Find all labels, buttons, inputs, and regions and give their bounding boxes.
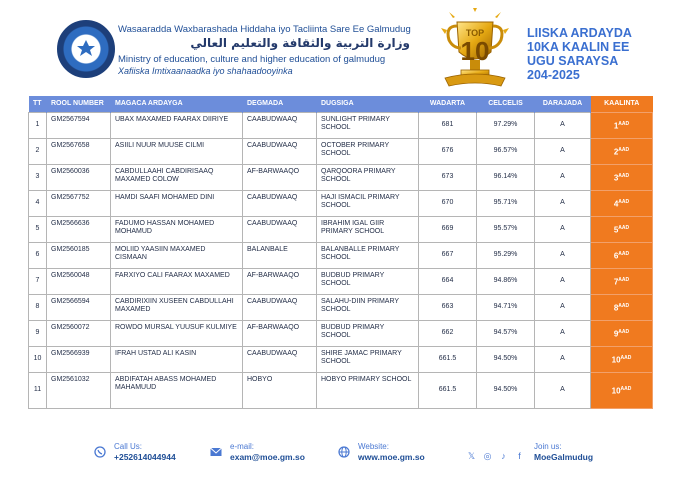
roll-number: GM2566939 [47,346,111,372]
ministry-name-somali: Wasaaradda Waxbarashada Hiddaha iyo Tacliinta Sare Ee Galmudug [118,24,411,35]
grade: A [535,346,591,372]
join-value: MoeGalmudug [534,452,594,462]
rank-number: 10 [611,355,621,365]
grade: A [535,216,591,242]
total-score: 661.5 [419,346,477,372]
total-score: 663 [419,294,477,320]
rank-number: 8 [613,303,619,313]
rank-suffix: AAD [618,198,630,205]
average-score: 95.57% [477,216,535,242]
roll-number: GM2567752 [47,190,111,216]
rank-badge [591,138,653,164]
school-name: BUDBUD PRIMARY SCHOOL [317,320,419,346]
student-name: FARXIYO CALI FAARAX MAXAMED [111,268,243,294]
rank-badge [591,242,653,268]
email-value: exam@moe.gm.so [230,452,305,462]
rank-badge [591,294,653,320]
student-name: ASIILI NUUR MUUSE CILMI [111,138,243,164]
student-name: UBAX MAXAMED FAARAX DIIRIYE [111,112,243,138]
ministry-name-english: Ministry of education, culture and higher education of galmudug [118,54,386,65]
column-header: DEGMADA [243,96,317,112]
column-header: TT [29,96,47,112]
column-header: MAGACA ARDAYGA [111,96,243,112]
district: CAABUDWAAQ [243,346,317,372]
call-label: Call Us: [114,442,143,451]
grade: A [535,242,591,268]
table-row [29,190,653,216]
table-row [29,346,653,372]
table-row [29,138,653,164]
rank-number: 7 [613,277,619,287]
rank-number: 1 [613,121,619,131]
school-name: SALAHU-DIIN PRIMARY SCHOOL [317,294,419,320]
roll-number: GM2560036 [47,164,111,190]
social-icons [466,446,530,464]
call-value: +252614044944 [114,452,176,462]
total-score: 664 [419,268,477,294]
grade: A [535,320,591,346]
column-header: WADARTA [419,96,477,112]
join-label: Join us: [534,442,562,451]
school-name: IBRAHIM IGAL GIIR PRIMARY SCHOOL [317,216,419,242]
rank-badge [591,164,653,190]
average-score: 95.71% [477,190,535,216]
rank-number: 4 [613,199,619,209]
total-score: 661.5 [419,372,477,408]
rank-suffix: AAD [618,302,630,309]
table-row [29,216,653,242]
column-header: DUGSIGA [317,96,419,112]
average-score: 96.14% [477,164,535,190]
total-score: 681 [419,112,477,138]
student-name: ABDIFATAH ABASS MOHAMED MAHAMUUD [111,372,243,408]
roll-number: GM2560072 [47,320,111,346]
row-number: 10 [29,346,47,372]
rank-number: 2 [613,147,619,157]
total-score: 667 [419,242,477,268]
table-row [29,320,653,346]
table-row [29,242,653,268]
column-header: KAALINTA [591,96,653,112]
column-header: DARAJADA [535,96,591,112]
x-icon[interactable]: 𝕏 [467,451,476,461]
district: CAABUDWAAQ [243,294,317,320]
rank-suffix: AAD [618,328,630,335]
district: CAABUDWAAQ [243,216,317,242]
average-score: 94.50% [477,346,535,372]
rank-number: 3 [613,173,619,183]
school-name: QARQOORA PRIMARY SCHOOL [317,164,419,190]
website-label: Website: [358,442,389,451]
roll-number: GM2566636 [47,216,111,242]
roll-number: GM2566594 [47,294,111,320]
roll-number: GM2560048 [47,268,111,294]
table-row [29,268,653,294]
total-score: 662 [419,320,477,346]
row-number: 6 [29,242,47,268]
total-score: 669 [419,216,477,242]
roll-number: GM2560185 [47,242,111,268]
tiktok-icon[interactable]: ♪ [501,451,506,461]
student-name: HAMDI SAAFI MOHAMED DINI [111,190,243,216]
school-name: HOBYO PRIMARY SCHOOL [317,372,419,408]
average-score: 97.29% [477,112,535,138]
average-score: 96.57% [477,138,535,164]
instagram-icon[interactable]: ◎ [483,451,492,461]
ministry-name-arabic: وزارة التربية والثقافة والتعليم العالي [190,36,410,50]
email-label: e-mail: [230,442,255,451]
table-row [29,164,653,190]
rank-number: 6 [613,251,619,261]
table-row [29,372,653,408]
row-number: 4 [29,190,47,216]
website-value: www.moe.gm.so [358,452,425,462]
rank-badge [591,112,653,138]
roll-number: GM2567594 [47,112,111,138]
table-header-row [29,96,653,112]
rank-suffix: AAD [618,146,630,153]
document-header [0,0,680,92]
contact-footer [0,436,680,476]
average-score: 94.71% [477,294,535,320]
mail-icon [210,446,222,458]
total-score: 673 [419,164,477,190]
grade: A [535,268,591,294]
rank-suffix: AAD [618,120,630,127]
student-name: IFRAH USTAD ALI KASIN [111,346,243,372]
row-number: 9 [29,320,47,346]
rank-number: 9 [613,329,619,339]
badge-number: 10 [460,36,490,66]
student-name: CABDULLAAHI CABDIRISAAQ MAXAMED COLOW [111,164,243,190]
title-line: 204-2025 [527,68,580,82]
rank-badge [591,216,653,242]
document-title [527,26,677,82]
average-score: 95.29% [477,242,535,268]
district: BALANBALE [243,242,317,268]
rank-badge [591,190,653,216]
title-line: UGU SARAYSA [527,54,619,68]
roll-number: GM2567658 [47,138,111,164]
rank-badge [591,320,653,346]
rank-suffix: AAD [618,276,630,283]
row-number: 2 [29,138,47,164]
district: AF-BARWAAQO [243,320,317,346]
student-name: ROWDO MURSAL YUUSUF KULMIYE [111,320,243,346]
average-score: 94.86% [477,268,535,294]
ministry-logo [57,20,115,78]
grade: A [535,372,591,408]
results-table [28,96,652,409]
district: AF-BARWAAQO [243,164,317,190]
rank-suffix: AAD [618,250,630,257]
school-name: SUNLIGHT PRIMARY SCHOOL [317,112,419,138]
average-score: 94.57% [477,320,535,346]
average-score: 94.50% [477,372,535,408]
rank-badge [591,268,653,294]
rank-suffix: AAD [618,172,630,179]
rank-suffix: AAD [620,354,632,361]
total-score: 676 [419,138,477,164]
row-number: 8 [29,294,47,320]
title-line: LIISKA ARDAYDA [527,26,632,40]
table-row [29,112,653,138]
total-score: 670 [419,190,477,216]
school-name: BALANBALLE PRIMARY SCHOOL [317,242,419,268]
district: CAABUDWAAQ [243,190,317,216]
title-line: 10KA KAALIN EE [527,40,630,54]
grade: A [535,164,591,190]
student-name: CABDIRIXIIN XUSEEN CABDULLAHI MAXAMED [111,294,243,320]
whatsapp-icon [94,446,106,458]
student-name: FADUMO HASSAN MOHAMED MOHAMUD [111,216,243,242]
column-header: ROOL NUMBER [47,96,111,112]
student-name: MOLIID YAASIIN MAXAMED CISMAAN [111,242,243,268]
district: HOBYO [243,372,317,408]
school-name: HAJI ISMACIL PRIMARY SCHOOL [317,190,419,216]
rank-number: 10 [611,386,621,396]
school-name: OCTOBER PRIMARY SCHOOL [317,138,419,164]
row-number: 5 [29,216,47,242]
rank-suffix: AAD [618,224,630,231]
school-name: SHIRE JAMAC PRIMARY SCHOOL [317,346,419,372]
column-header: CELCELIS [477,96,535,112]
badge-top-label: TOP [465,28,485,38]
rank-badge [591,372,653,408]
globe-icon [338,446,350,458]
exam-office-name: Xafiiska Imtixaanaadka iyo shahaadooyinka [118,66,293,76]
grade: A [535,294,591,320]
row-number: 7 [29,268,47,294]
facebook-icon[interactable]: f [518,451,521,461]
grade: A [535,190,591,216]
rank-number: 5 [613,225,619,235]
grade: A [535,112,591,138]
grade: A [535,138,591,164]
row-number: 1 [29,112,47,138]
district: CAABUDWAAQ [243,112,317,138]
school-name: BUDBUD PRIMARY SCHOOL [317,268,419,294]
rank-suffix: AAD [620,385,632,392]
row-number: 11 [29,372,47,408]
district: AF-BARWAAQO [243,268,317,294]
rank-badge [591,346,653,372]
row-number: 3 [29,164,47,190]
table-row [29,294,653,320]
district: CAABUDWAAQ [243,138,317,164]
roll-number: GM2561032 [47,372,111,408]
